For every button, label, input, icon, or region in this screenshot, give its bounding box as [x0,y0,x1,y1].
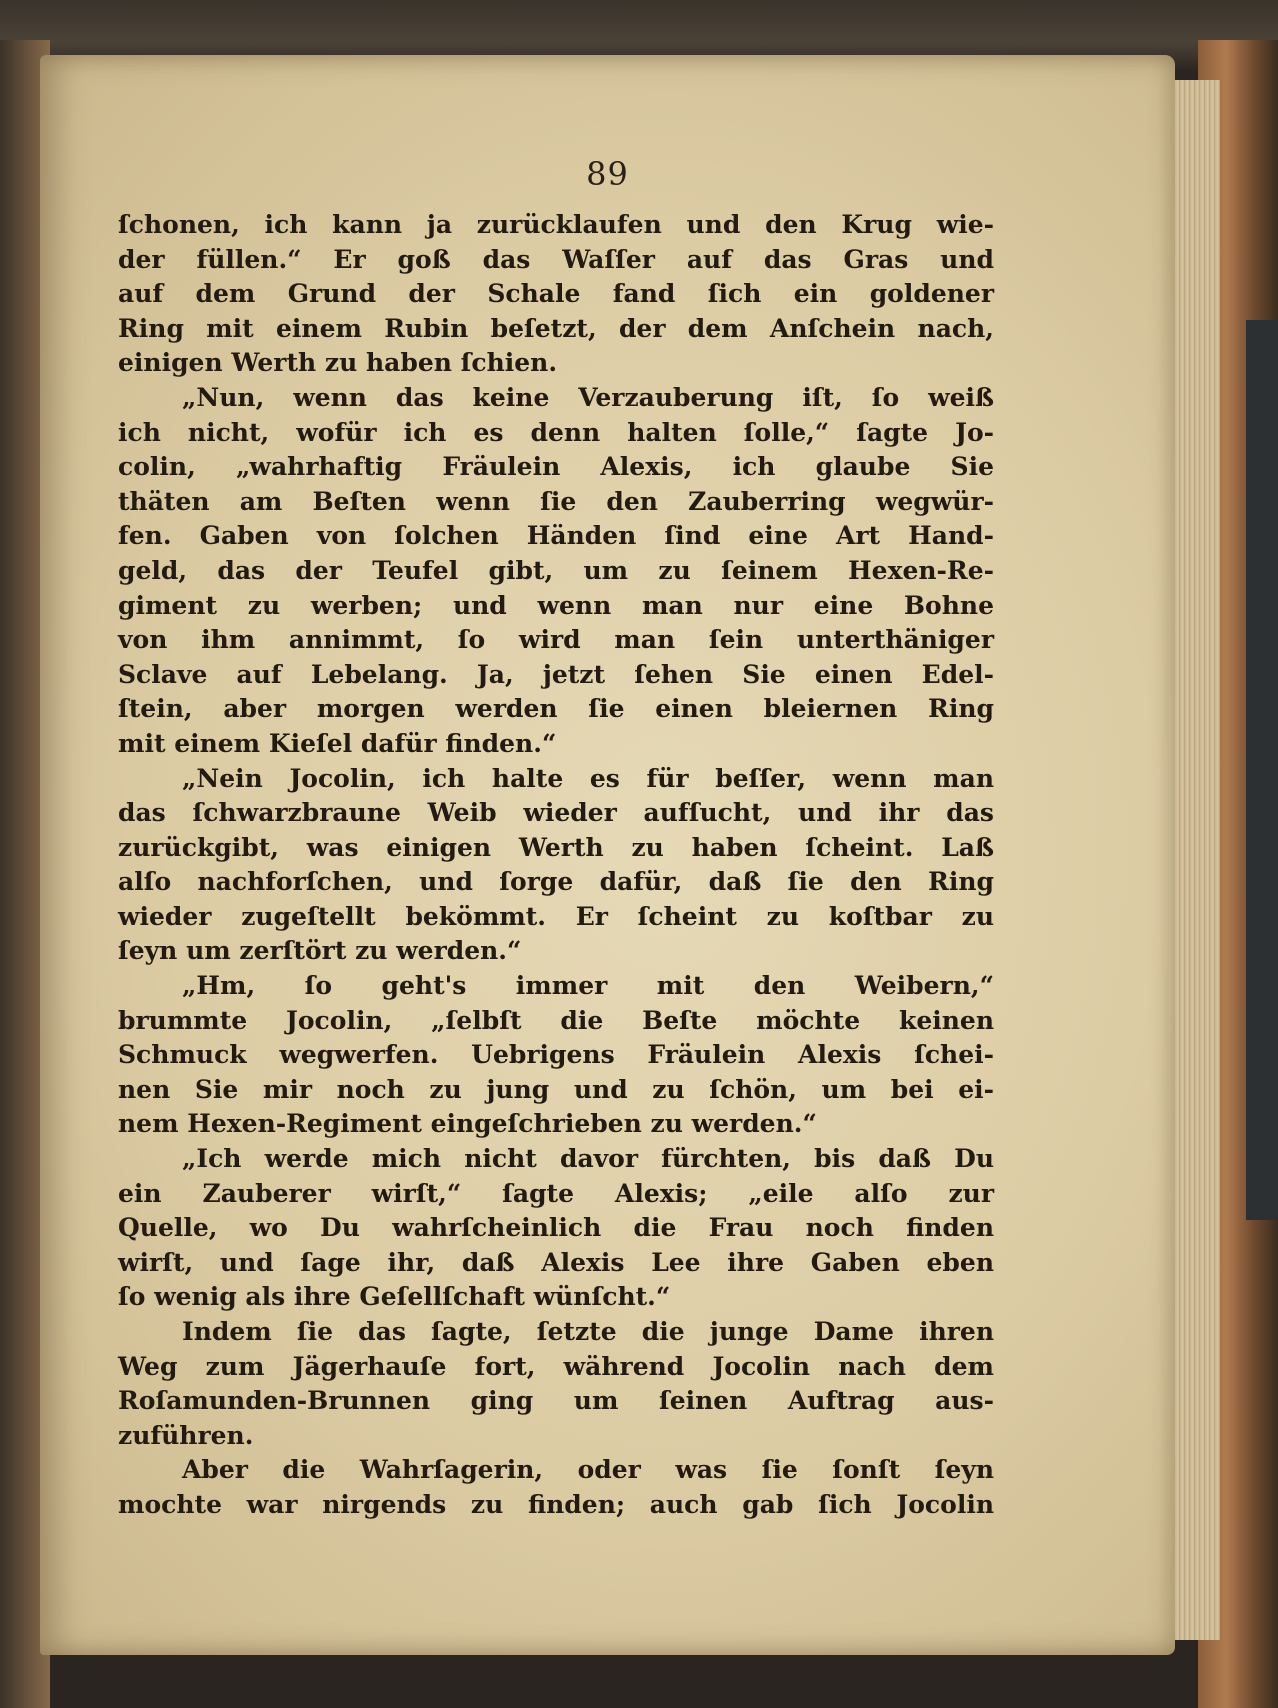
text-line: ſo wenig als ihre Geſellſchaft wünſcht.“ [118,1282,671,1312]
text-line: das ſchwarzbraune Weib wieder aufſucht, und ihr das [118,798,994,828]
text-line: zurückgibt, was einigen Werth zu haben ſcheint. Laß [118,832,994,862]
text-line: ſtein, aber morgen werden ſie einen bleiernen Ring [118,694,994,724]
text-line: ein Zauberer wirſt,“ ſagte Alexis; „eile alſo zur [118,1178,994,1208]
text-line: auf dem Grund der Schale fand ſich ein goldener [118,279,994,309]
text-line: Ring mit einem Rubin beſetzt, der dem Anſchein nach, [118,313,994,343]
text-line: ſeyn um zerſtört zu werden.“ [118,936,522,966]
text-line: nem Hexen-Regiment eingeſchrieben zu werden.“ [118,1109,817,1139]
book-cover-spine-shadow [1246,320,1278,1220]
text-line: „Nun, wenn das keine Verzauberung iſt, ſo weiß [182,382,994,412]
page-number: 89 [586,155,629,193]
text-line: wirſt, und ſage ihr, daß Alexis Lee ihre Gaben eben [118,1247,994,1277]
text-line: „Hm, ſo geht's immer mit den Weibern,“ [182,971,994,1001]
text-line: zuführen. [118,1420,254,1450]
text-line: Schmuck wegwerfen. Uebrigens Fräulein Alexis ſchei- [118,1040,994,1070]
text-line: Aber die Wahrſagerin, oder was ſie ſonſt ſeyn [182,1455,994,1485]
text-line: mit einem Kieſel dafür finden.“ [118,728,557,758]
text-line: von ihm annimmt, ſo wird man ſein unterthäniger [118,625,994,655]
text-line: der füllen.“ Er goß das Waſſer auf das Gras und [118,244,994,274]
text-line: ich nicht, wofür ich es denn halten ſolle,“ ſagte Jo- [118,417,994,447]
text-line: Quelle, wo Du wahrſcheinlich die Frau noch finden [118,1213,994,1243]
text-line: fen. Gaben von ſolchen Händen ſind eine Art Hand- [118,521,994,551]
text-line: brummte Jocolin, „ſelbſt die Beſte möchte keinen [118,1005,994,1035]
text-line: ſchonen, ich kann ja zurücklaufen und den Krug wie- [118,210,994,239]
text-line: geld, das der Teufel gibt, um zu ſeinem Hexen-Re- [118,555,994,585]
text-line: thäten am Beſten wenn ſie den Zauberring wegwür- [118,486,994,516]
text-line: Roſamunden-Brunnen ging um ſeinen Auftrag aus- [118,1386,994,1416]
text-line: einigen Werth zu haben ſchien. [118,348,558,378]
text-line: „Ich werde mich nicht davor fürchten, bis daß Du [182,1144,994,1174]
text-line: Sclave auf Lebelang. Ja, jetzt ſehen Sie einen Edel- [118,659,994,689]
text-line: giment zu werben; und wenn man nur eine Bohne [118,590,994,620]
text-line: mochte war nirgends zu finden; auch gab ſich Jocolin [118,1489,994,1519]
text-line: alſo nachforſchen, und ſorge dafür, daß ſie den Ring [118,867,994,897]
text-line: „Nein Jocolin, ich halte es für beſſer, wenn man [182,763,994,793]
page-text [118,208,994,1523]
text-line: Indem ſie das ſagte, ſetzte die junge Dame ihren [182,1317,994,1346]
text-line: colin, „wahrhaftig Fräulein Alexis, ich glaube Sie [118,452,994,482]
text-line: Weg zum Jägerhauſe fort, während Jocolin nach dem [118,1351,994,1381]
text-line: wieder zugeſtellt bekömmt. Er ſcheint zu koſtbar zu [118,901,994,931]
book-page [40,55,1175,1655]
text-line: nen Sie mir noch zu jung und zu ſchön, um bei ei- [118,1074,994,1104]
